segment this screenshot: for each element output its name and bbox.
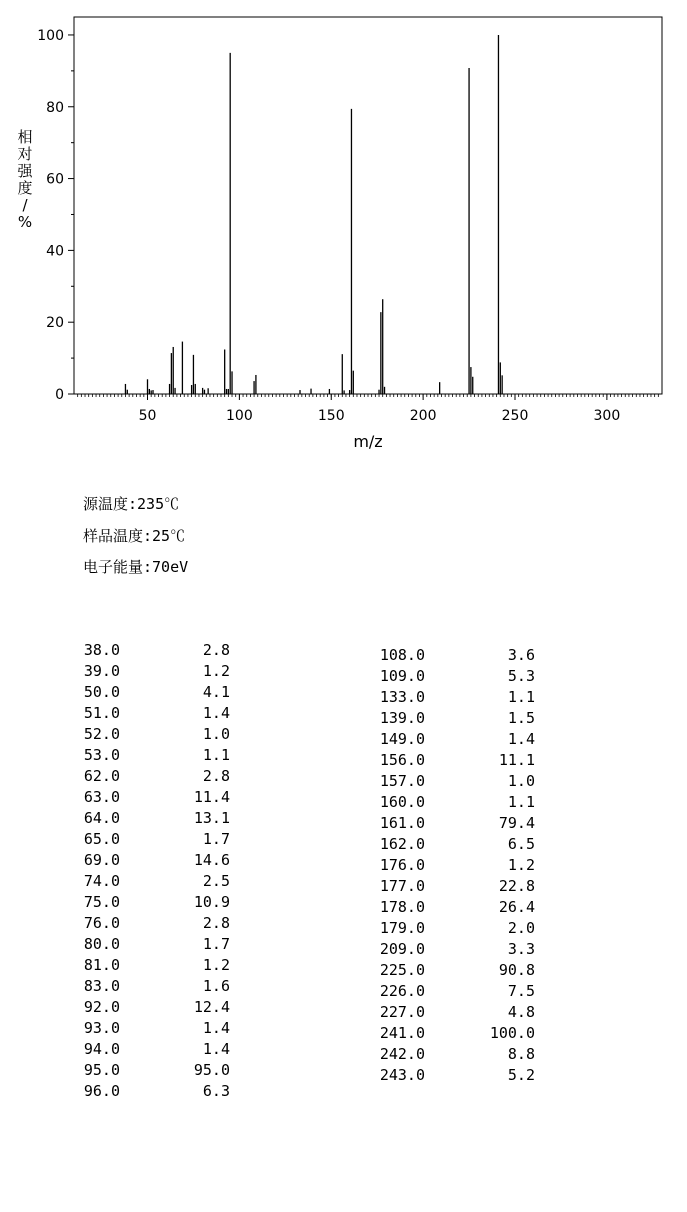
intensity-value: 2.8 <box>202 767 230 785</box>
mz-value: 65.0 <box>83 830 120 848</box>
x-tick-label: 300 <box>593 408 621 424</box>
spectrum-peaks <box>125 35 502 394</box>
intensity-value: 8.8 <box>507 1045 535 1063</box>
table-row <box>355 729 555 750</box>
y-tick-label: 60 <box>46 171 64 188</box>
mz-value: 81.0 <box>83 956 120 974</box>
mz-value: 225.0 <box>379 961 425 979</box>
x-axis-label: m/z <box>353 432 383 451</box>
source-temperature: 源温度:235℃ <box>83 495 180 513</box>
mz-value: 64.0 <box>83 809 120 827</box>
mz-value: 178.0 <box>379 898 425 916</box>
intensity-value: 1.4 <box>202 704 230 722</box>
table-row <box>355 876 555 897</box>
mz-value: 133.0 <box>379 688 425 706</box>
table-row <box>50 892 250 913</box>
table-row <box>355 792 555 813</box>
y-axis-ticks <box>37 28 74 403</box>
table-row <box>50 703 250 724</box>
intensity-value: 13.1 <box>193 809 230 827</box>
mz-value: 62.0 <box>83 767 120 785</box>
intensity-value: 1.2 <box>202 956 230 974</box>
intensity-value: 1.5 <box>507 709 535 727</box>
mz-value: 75.0 <box>83 893 120 911</box>
mz-value: 39.0 <box>83 662 120 680</box>
intensity-value: 2.8 <box>202 914 230 932</box>
mz-value: 156.0 <box>379 751 425 769</box>
mz-value: 51.0 <box>83 704 120 722</box>
mz-value: 139.0 <box>379 709 425 727</box>
intensity-value: 4.1 <box>202 683 230 701</box>
mz-value: 94.0 <box>83 1040 120 1058</box>
table-row <box>50 745 250 766</box>
mz-value: 241.0 <box>379 1024 425 1042</box>
mz-value: 83.0 <box>83 977 120 995</box>
mz-value: 80.0 <box>83 935 120 953</box>
electron-energy: 电子能量:70eV <box>83 558 189 576</box>
table-row <box>50 808 250 829</box>
mz-value: 162.0 <box>379 835 425 853</box>
table-row <box>50 934 250 955</box>
intensity-value: 100.0 <box>489 1024 535 1042</box>
table-row <box>355 708 555 729</box>
table-row <box>355 645 555 666</box>
intensity-value: 10.9 <box>193 893 230 911</box>
mz-value: 76.0 <box>83 914 120 932</box>
mz-value: 149.0 <box>379 730 425 748</box>
mz-value: 209.0 <box>379 940 425 958</box>
intensity-value: 1.4 <box>202 1019 230 1037</box>
y-tick-label: 20 <box>46 315 64 332</box>
mz-value: 176.0 <box>379 856 425 874</box>
intensity-value: 6.5 <box>507 835 535 853</box>
table-row <box>50 1039 250 1060</box>
table-row <box>355 1044 555 1065</box>
intensity-value: 11.4 <box>193 788 230 806</box>
table-row <box>50 829 250 850</box>
mz-value: 108.0 <box>379 646 425 664</box>
table-row <box>50 913 250 934</box>
table-row <box>355 834 555 855</box>
table-row <box>355 666 555 687</box>
table-row <box>50 997 250 1018</box>
table-row <box>355 687 555 708</box>
peak-table-left <box>50 640 250 1102</box>
mz-value: 93.0 <box>83 1019 120 1037</box>
peak-table-right <box>355 645 555 1086</box>
table-row <box>355 855 555 876</box>
mz-value: 38.0 <box>83 641 120 659</box>
intensity-value: 1.0 <box>202 725 230 743</box>
table-row <box>355 1002 555 1023</box>
intensity-value: 90.8 <box>498 961 535 979</box>
intensity-value: 26.4 <box>498 898 535 916</box>
table-row <box>355 897 555 918</box>
intensity-value: 7.5 <box>507 982 535 1000</box>
intensity-value: 2.8 <box>202 641 230 659</box>
table-row <box>50 766 250 787</box>
x-tick-label: 100 <box>226 408 253 424</box>
intensity-value: 1.7 <box>202 935 230 953</box>
intensity-value: 1.0 <box>507 772 535 790</box>
intensity-value: 79.4 <box>498 814 535 832</box>
table-row <box>50 1081 250 1102</box>
x-tick-label: 50 <box>138 408 157 424</box>
intensity-value: 2.5 <box>202 872 230 890</box>
y-tick-label: 40 <box>46 243 64 260</box>
mz-value: 226.0 <box>379 982 425 1000</box>
intensity-value: 1.2 <box>507 856 535 874</box>
intensity-value: 1.4 <box>202 1040 230 1058</box>
plot-frame <box>74 17 662 394</box>
intensity-value: 3.6 <box>507 646 535 664</box>
mz-value: 179.0 <box>379 919 425 937</box>
table-row <box>50 787 250 808</box>
intensity-value: 5.2 <box>507 1066 535 1084</box>
table-row <box>355 771 555 792</box>
table-row <box>355 981 555 1002</box>
intensity-value: 4.8 <box>507 1003 535 1021</box>
sample-temperature: 样品温度:25℃ <box>83 526 186 545</box>
table-row <box>355 939 555 960</box>
y-tick-label: 0 <box>55 387 64 403</box>
table-row <box>50 1060 250 1081</box>
table-row <box>355 750 555 771</box>
table-row <box>355 1065 555 1086</box>
table-row <box>50 661 250 682</box>
y-tick-label: 100 <box>37 27 64 44</box>
intensity-value: 1.1 <box>202 746 230 764</box>
x-tick-label: 150 <box>317 408 345 424</box>
table-row <box>355 1023 555 1044</box>
table-row <box>50 955 250 976</box>
intensity-value: 14.6 <box>193 851 230 869</box>
table-row <box>50 871 250 892</box>
intensity-value: 11.1 <box>498 751 535 769</box>
x-tick-label: 200 <box>409 408 437 424</box>
intensity-value: 3.3 <box>507 940 535 958</box>
intensity-value: 1.2 <box>202 662 230 680</box>
x-axis-ticks <box>139 394 621 424</box>
mz-value: 63.0 <box>83 788 120 806</box>
instrument-conditions <box>83 492 188 587</box>
intensity-value: 22.8 <box>498 877 535 895</box>
intensity-value: 1.1 <box>507 793 535 811</box>
table-row <box>50 1018 250 1039</box>
mz-value: 74.0 <box>83 872 120 890</box>
mass-spectrum-chart <box>0 0 687 460</box>
intensity-value: 95.0 <box>193 1061 230 1079</box>
y-axis-label: 相对强度/ % <box>17 128 33 231</box>
table-row <box>50 682 250 703</box>
table-row <box>50 724 250 745</box>
mz-value: 50.0 <box>83 683 120 701</box>
intensity-value: 1.6 <box>202 977 230 995</box>
intensity-value: 2.0 <box>507 919 535 937</box>
mz-value: 95.0 <box>83 1061 120 1079</box>
mz-value: 53.0 <box>83 746 120 764</box>
mz-value: 109.0 <box>379 667 425 685</box>
table-row <box>50 640 250 661</box>
mz-value: 92.0 <box>83 998 120 1016</box>
x-tick-label: 250 <box>501 408 529 424</box>
mz-value: 177.0 <box>379 877 425 895</box>
y-tick-label: 80 <box>46 99 64 116</box>
table-row <box>355 960 555 981</box>
table-row <box>355 813 555 834</box>
mz-value: 157.0 <box>379 772 425 790</box>
mz-value: 161.0 <box>379 814 425 832</box>
intensity-value: 5.3 <box>507 667 535 685</box>
mz-value: 227.0 <box>379 1003 425 1021</box>
mz-value: 96.0 <box>83 1082 120 1100</box>
table-row <box>355 918 555 939</box>
intensity-value: 1.7 <box>202 830 230 848</box>
intensity-value: 12.4 <box>193 998 230 1016</box>
mz-value: 52.0 <box>83 725 120 743</box>
table-row <box>50 976 250 997</box>
mz-value: 160.0 <box>379 793 425 811</box>
mz-value: 242.0 <box>379 1045 425 1063</box>
intensity-value: 6.3 <box>202 1082 230 1100</box>
table-row <box>50 850 250 871</box>
intensity-value: 1.1 <box>507 688 535 706</box>
mz-value: 69.0 <box>83 851 120 869</box>
intensity-value: 1.4 <box>507 730 535 748</box>
mz-value: 243.0 <box>379 1066 425 1084</box>
